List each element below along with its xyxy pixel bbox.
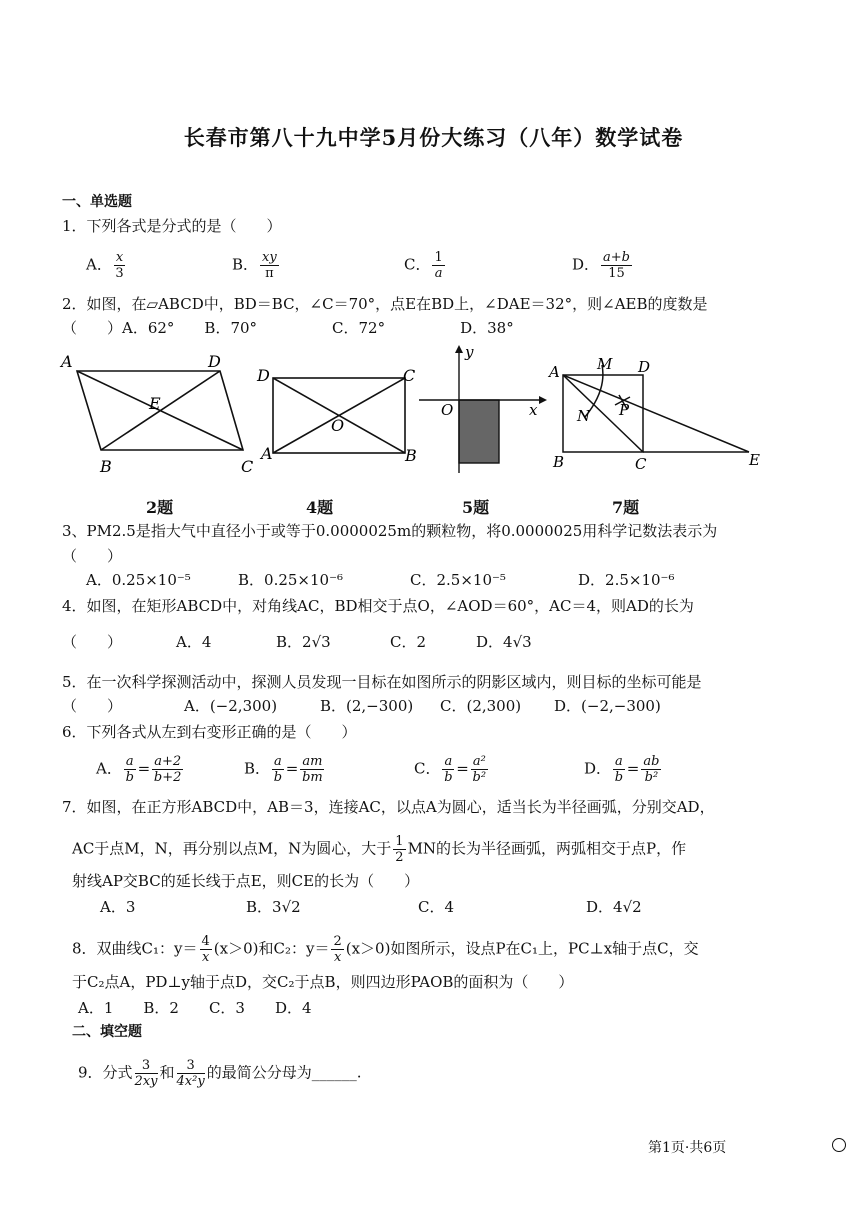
figure-caption-7: 7题	[612, 498, 640, 517]
q3-option-a: A．0.25×10⁻⁵	[86, 571, 191, 589]
q7-option-c: C．4	[418, 898, 455, 916]
q4-blank: （ ）	[62, 633, 123, 651]
fig7-label-M: M	[597, 355, 613, 373]
q7-option-d: D．4√2	[586, 898, 642, 916]
fig4-label-C: C	[403, 366, 416, 385]
fig4-label-O: O	[331, 416, 345, 435]
fig4-label-A: A	[261, 444, 273, 463]
fig5-label-O: O	[441, 401, 454, 419]
q8-line2: 于C₂点A，PD⊥y轴于点D，交C₂于点B，则四边形PAOB的面积为（ ）	[72, 973, 574, 991]
fig2-label-D: D	[208, 352, 221, 371]
q1-option-b: B． $\frac{xy}{\pi}$	[232, 250, 277, 281]
q3-option-d: D．2.5×10⁻⁶	[578, 571, 675, 589]
q9: 9．分式 $\frac{3}{2xy}$ 和 $\frac{3}{\text{4x²y}}$ 的最简公分母为______.	[78, 1058, 362, 1089]
fig7-label-N: N	[577, 407, 591, 425]
q6-option-a: A． $\frac{a}{b}$ = $\frac{a+2}{b+2}$	[96, 754, 182, 785]
figure-caption-5: 5题	[462, 498, 490, 517]
figure-q5	[419, 345, 547, 473]
fig7-label-A: A	[549, 363, 560, 381]
fig7-label-B: B	[553, 453, 565, 471]
q7-option-b: B．3√2	[246, 898, 301, 916]
q5-option-b: B．(2,−300)	[320, 697, 414, 715]
q4-option-a: A．4	[176, 633, 212, 651]
q6-option-c: C． $\frac{a}{b}$ = $\frac{\text{a²}}{\text{b²}}$	[414, 754, 487, 785]
figure-caption-4: 4题	[306, 498, 334, 517]
q5-option-c: C．(2,300)	[440, 697, 522, 715]
fig4-label-B: B	[405, 446, 417, 465]
fig7-label-D: D	[638, 358, 651, 376]
q4-stem: 4．如图，在矩形ABCD中，对角线AC，BD相交于点O，∠AOD＝60°，AC＝4，则AD的长为	[62, 597, 694, 615]
fig2-label-C: C	[241, 457, 254, 475]
q7-line1: 7．如图，在正方形ABCD中，AB＝3，连接AC，以点A为圆心，适当长为半径画弧，分别交AD，	[62, 798, 715, 816]
q3-stem: 3、PM2.5是指大气中直径小于或等于0.0000025m的颗粒物，将0.0000025用科学记数法表示为	[62, 522, 718, 540]
q3-option-b: B．0.25×10⁻⁶	[238, 571, 344, 589]
q4-option-d: D．4√3	[476, 633, 532, 651]
page-title: 长春市第八十九中学5月份大练习（八年）数学试卷	[183, 125, 684, 150]
figure-caption-2: 2题	[146, 498, 174, 517]
q6-option-b: B． $\frac{a}{b}$ = $\frac{am}{bm}$	[244, 754, 323, 785]
q1-option-c: C． $\frac{1}{a}$	[404, 250, 443, 281]
fig7-label-E: E	[749, 451, 760, 469]
figures-row	[55, 345, 815, 475]
q5-option-a: A．(−2,300)	[184, 697, 278, 715]
q7-line3: 射线AP交BC的延长线于点E，则CE的长为（ ）	[72, 872, 420, 890]
q8-options: A．1 B．2 C．3 D．4	[78, 999, 312, 1017]
q5-option-d: D．(−2,−300)	[554, 697, 661, 715]
q3-option-c: C．2.5×10⁻⁵	[410, 571, 506, 589]
fig7-label-P: P	[619, 401, 630, 419]
q1-option-a: A． $\frac{x}{3}$	[86, 250, 124, 281]
q7-line2: AC于点M，N，再分别以点M，N为圆心，大于 $\frac{1}{2}$ MN的长为半径画弧，两弧相交于点P，作	[72, 834, 687, 865]
q1-stem: 1．下列各式是分式的是（ ）	[62, 217, 282, 235]
fig2-label-A: A	[61, 352, 73, 371]
fig4-label-D: D	[257, 366, 270, 385]
q4-option-b: B．2√3	[276, 633, 331, 651]
q8-line1: 8．双曲线C₁：y＝ $\frac{4}{x}$ (x＞0)和C₂：y＝ $\frac{2}{x}$ (x＞0)如图所示，设点P在C₁上，PC⊥x轴于点C，交	[72, 934, 699, 965]
q6-option-d: D． $\frac{a}{b}$ = $\frac{ab}{\text{b²}}$	[584, 754, 660, 785]
q3-blank: （ ）	[62, 547, 123, 565]
fig5-label-x: x	[529, 401, 538, 419]
circle-mark-icon	[832, 1138, 846, 1152]
fig5-label-y: y	[465, 345, 474, 361]
q5-blank: （ ）	[62, 697, 123, 715]
section-single-choice: 一、单选题	[62, 194, 132, 210]
q2-options: （ ）A．62° B．70° C．72° D．38°	[62, 319, 514, 337]
q5-stem: 5．在一次科学探测活动中，探测人员发现一目标在如图所示的阴影区域内，则目标的坐标可能是	[62, 673, 702, 691]
figure-q7	[563, 365, 749, 452]
q2-stem: 2．如图，在▱ABCD中，BD＝BC，∠C＝70°，点E在BD上，∠DAE＝32°，则∠AEB的度数是	[62, 295, 708, 313]
fig2-label-E: E	[149, 394, 161, 413]
fig7-label-C: C	[635, 455, 647, 473]
section-fill-blank: 二、填空题	[72, 1024, 142, 1040]
q6-stem: 6．下列各式从左到右变形正确的是（ ）	[62, 723, 357, 741]
fig2-label-B: B	[100, 457, 112, 475]
q7-option-a: A．3	[100, 898, 136, 916]
q4-option-c: C．2	[390, 633, 427, 651]
page-footer: 第1页·共6页	[648, 1140, 727, 1156]
q1-option-d: D． $\frac{a+b}{15}$	[572, 250, 630, 281]
